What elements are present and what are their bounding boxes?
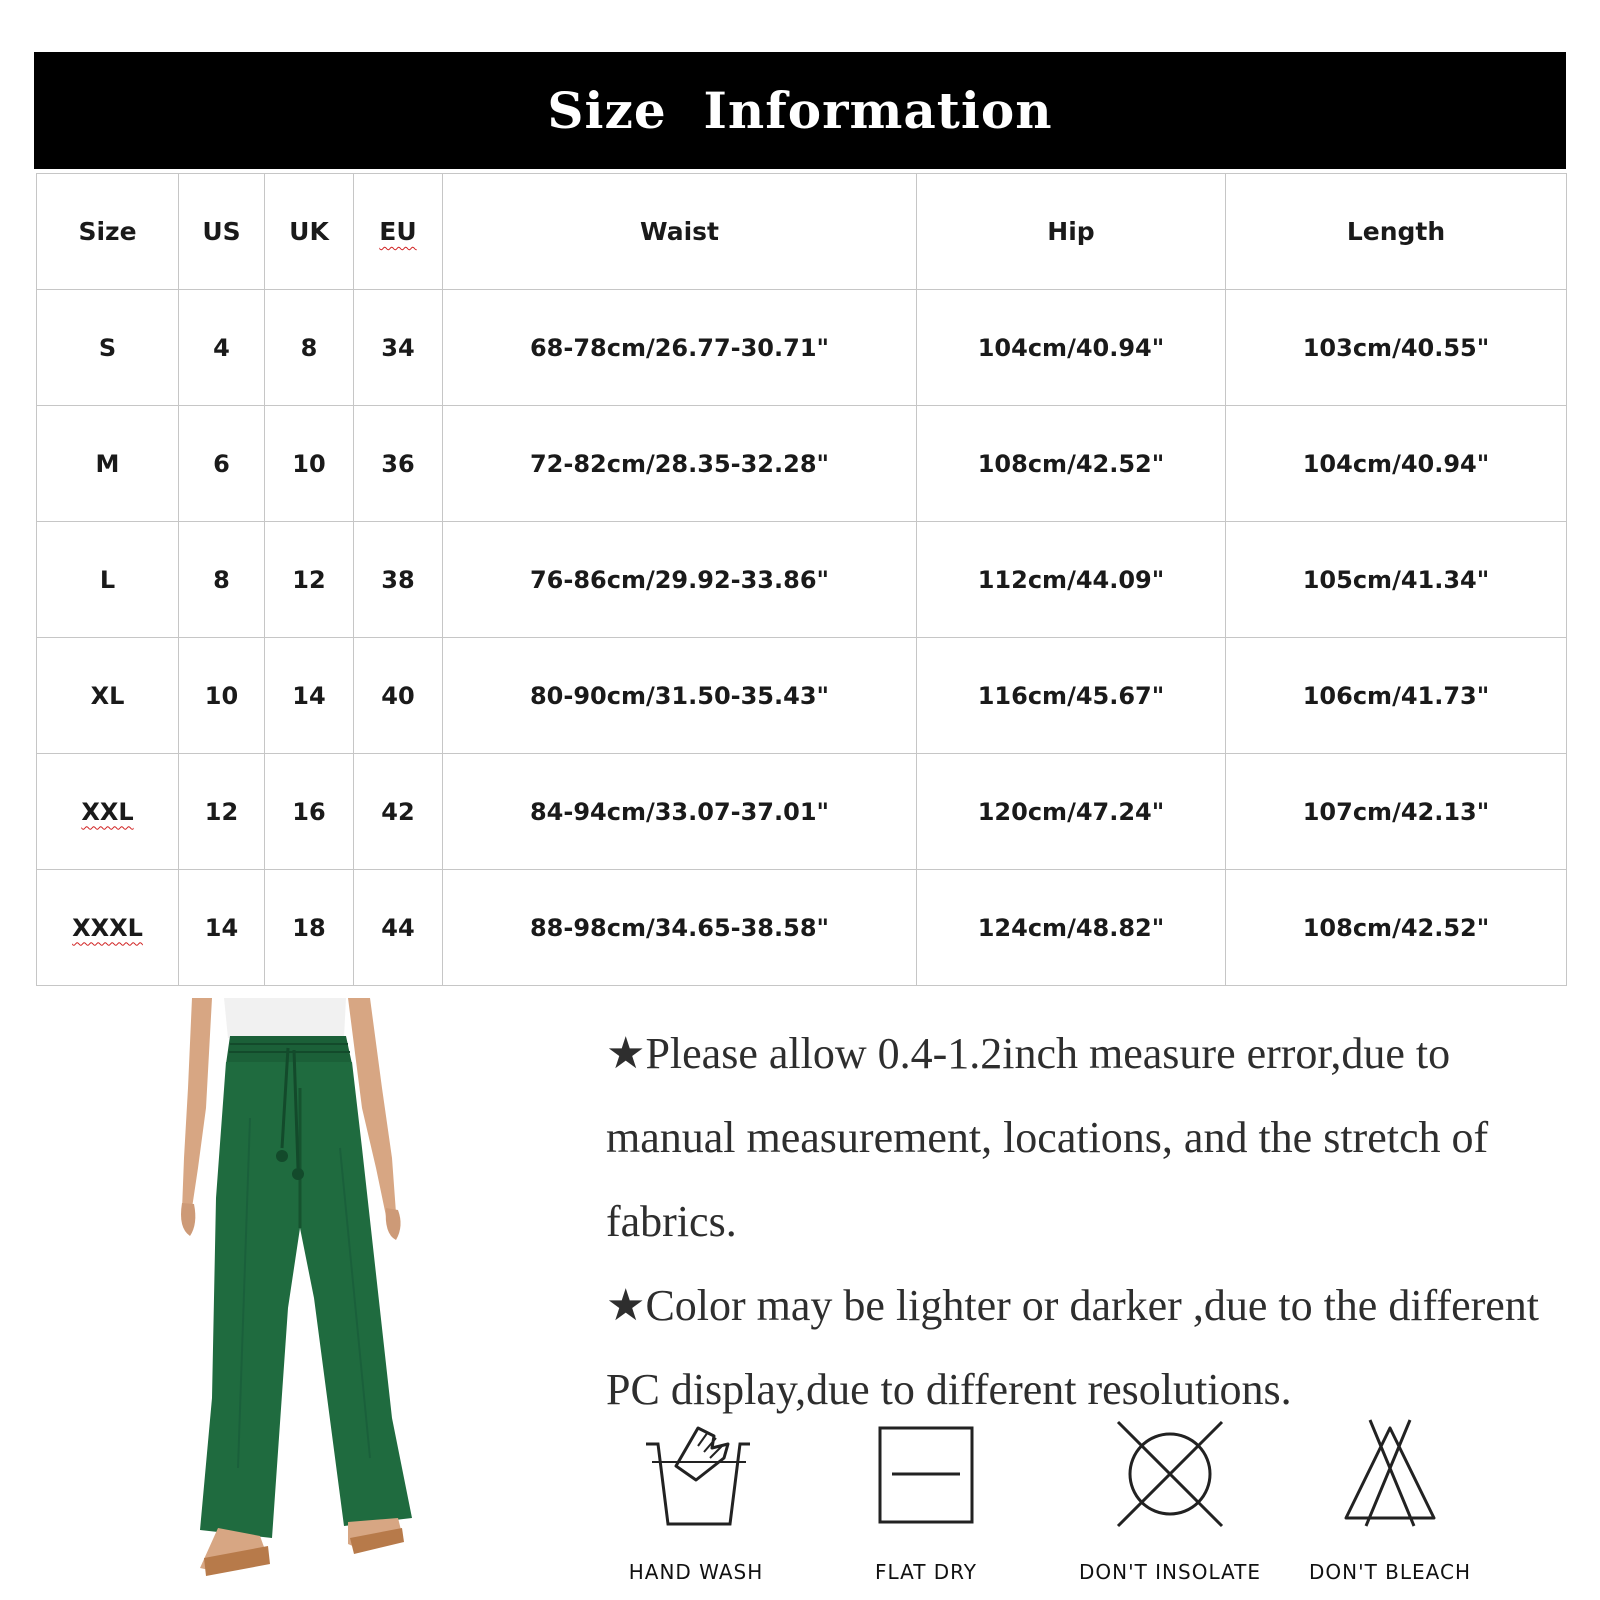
cell-hip: 104cm/40.94"	[917, 290, 1226, 406]
cell-hip: 116cm/45.67"	[917, 638, 1226, 754]
cell-eu: 34	[354, 290, 443, 406]
cell-length: 104cm/40.94"	[1226, 406, 1567, 522]
table-row	[37, 290, 1567, 406]
column-header-hip: Hip	[917, 174, 1226, 290]
care-label: FLAT DRY	[874, 1560, 978, 1584]
product-image	[100, 998, 430, 1598]
table-row	[37, 406, 1567, 522]
cell-eu: 36	[354, 406, 443, 522]
hand-wash-icon	[636, 1418, 756, 1528]
cell-eu: 40	[354, 638, 443, 754]
cell-eu: 38	[354, 522, 443, 638]
cell-hip: 112cm/44.09"	[917, 522, 1226, 638]
cell-size: XL	[37, 638, 179, 754]
cell-size-label: XXL	[81, 797, 134, 826]
cell-uk: 10	[265, 406, 354, 522]
cell-length: 105cm/41.34"	[1226, 522, 1567, 638]
cell-waist: 84-94cm/33.07-37.01"	[443, 754, 917, 870]
cell-size-label: XXXL	[72, 913, 143, 942]
column-header-length: Length	[1226, 174, 1567, 290]
notes	[606, 1012, 1546, 1432]
note-color-variance: ★Color may be lighter or darker ,due to the different PC display,due to different resolutions.	[606, 1281, 1540, 1414]
cell-waist: 68-78cm/26.77-30.71"	[443, 290, 917, 406]
cell-size	[37, 754, 179, 870]
cell-us: 4	[179, 290, 265, 406]
care-dont-insolate	[1070, 1418, 1270, 1584]
column-header-uk: UK	[265, 174, 354, 290]
cell-uk: 14	[265, 638, 354, 754]
note-measure-error: ★Please allow 0.4-1.2inch measure error,due to manual measurement, locations, and the stretch of fabrics.	[606, 1029, 1489, 1246]
cell-uk: 8	[265, 290, 354, 406]
table-row	[37, 522, 1567, 638]
table-row	[37, 754, 1567, 870]
cell-us: 6	[179, 406, 265, 522]
cell-uk: 18	[265, 870, 354, 986]
header-title: Size Information	[547, 81, 1053, 140]
table-row	[37, 870, 1567, 986]
cell-uk: 12	[265, 522, 354, 638]
column-header-size: Size	[37, 174, 179, 290]
table-header-row	[37, 174, 1567, 290]
cell-size: M	[37, 406, 179, 522]
care-dont-bleach	[1290, 1418, 1490, 1584]
cell-length: 107cm/42.13"	[1226, 754, 1567, 870]
cell-waist: 76-86cm/29.92-33.86"	[443, 522, 917, 638]
cell-length: 103cm/40.55"	[1226, 290, 1567, 406]
dont-bleach-icon	[1330, 1418, 1450, 1528]
cell-us: 10	[179, 638, 265, 754]
size-table	[36, 173, 1567, 986]
care-label: DON'T INSOLATE	[1078, 1560, 1262, 1584]
column-header-waist: Waist	[443, 174, 917, 290]
flat-dry-icon	[866, 1418, 986, 1528]
cell-eu: 44	[354, 870, 443, 986]
cell-waist: 88-98cm/34.65-38.58"	[443, 870, 917, 986]
column-header-eu-label: EU	[379, 217, 417, 246]
cell-us: 12	[179, 754, 265, 870]
cell-hip: 120cm/47.24"	[917, 754, 1226, 870]
column-header-eu	[354, 174, 443, 290]
care-label: HAND WASH	[628, 1560, 764, 1584]
column-header-us: US	[179, 174, 265, 290]
table-row	[37, 638, 1567, 754]
cell-length: 108cm/42.52"	[1226, 870, 1567, 986]
cell-eu: 42	[354, 754, 443, 870]
care-label: DON'T BLEACH	[1308, 1560, 1471, 1584]
cell-waist: 72-82cm/28.35-32.28"	[443, 406, 917, 522]
cell-uk: 16	[265, 754, 354, 870]
care-flat-dry	[826, 1418, 1026, 1584]
dont-insolate-icon	[1110, 1418, 1230, 1528]
cell-size: L	[37, 522, 179, 638]
cell-size: S	[37, 290, 179, 406]
cell-us: 8	[179, 522, 265, 638]
care-hand-wash	[596, 1418, 796, 1584]
cell-length: 106cm/41.73"	[1226, 638, 1567, 754]
cell-size	[37, 870, 179, 986]
cell-hip: 124cm/48.82"	[917, 870, 1226, 986]
cell-us: 14	[179, 870, 265, 986]
header-banner	[34, 52, 1566, 169]
cell-hip: 108cm/42.52"	[917, 406, 1226, 522]
cell-waist: 80-90cm/31.50-35.43"	[443, 638, 917, 754]
